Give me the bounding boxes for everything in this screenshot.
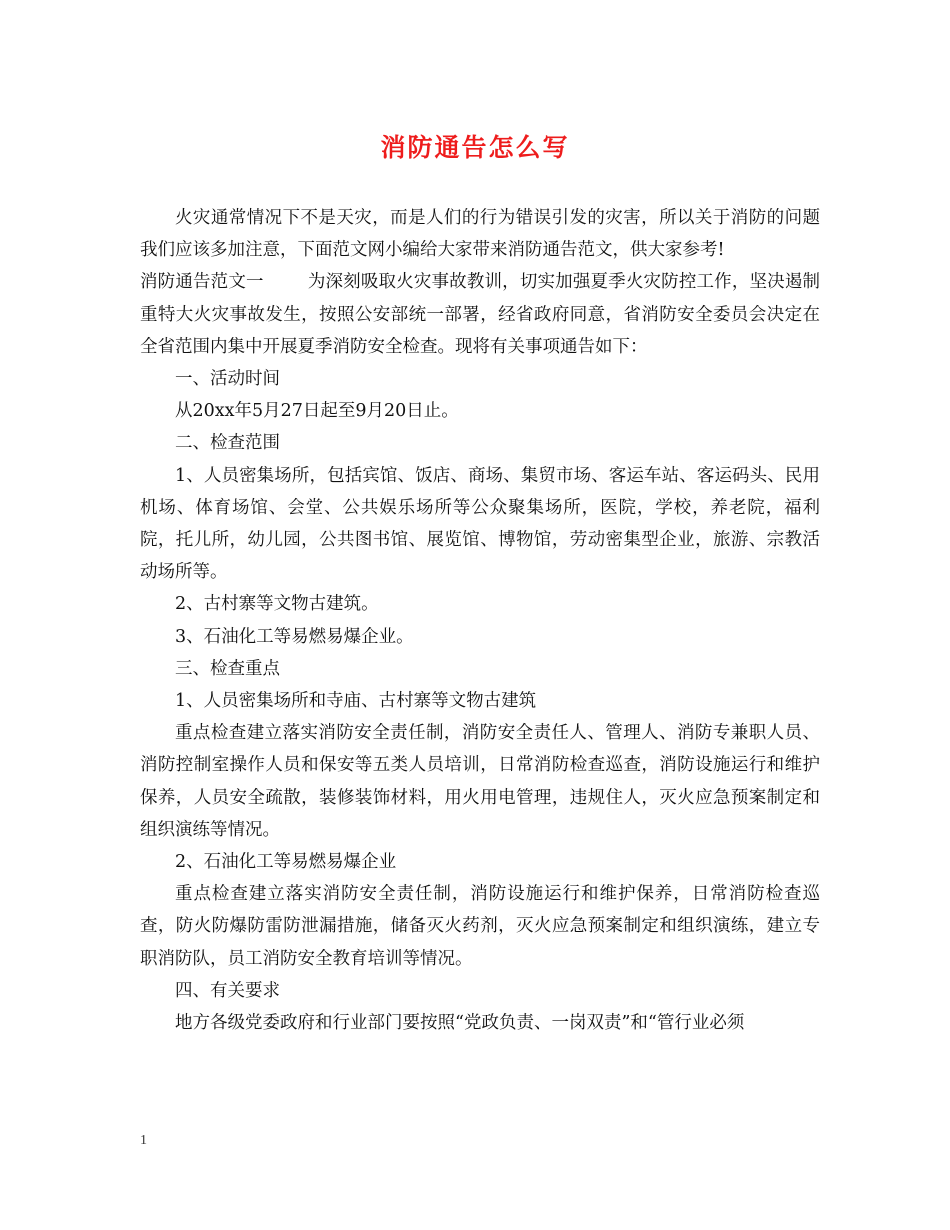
document-title: 消防通告怎么写 [380,133,570,162]
section4-heading: 四、有关要求 [175,980,280,1001]
section1-text: 从20xx年5月27日起至9月20日止。 [175,401,459,422]
section3-sub1-heading: 1、人员密集场所和寺庙、古村寨等文物古建筑 [175,691,537,712]
section4-text: 地方各级党委政府和行业部门要按照“党政负责、一岗双责”和“管行业必须 [175,1013,745,1034]
section3-sub2-text: 重点检查建立落实消防安全责任制，消防设施运行和维护保养，日常消防检查巡查，防火防爆防雷防泄漏措施，储备灭火药剂，灭火应急预案制定和组织演练，建立专职消防队，员工消防安全教育培训等情况。 [140,884,820,969]
section2-heading: 二、检查范围 [175,433,280,454]
document-body [140,202,820,1039]
sample-label: 消防通告范文一 [140,272,264,293]
section3-sub2-heading: 2、石油化工等易燃易爆企业 [175,852,397,873]
intro-paragraph: 火灾通常情况下不是天灾，而是人们的行为错误引发的灾害，所以关于消防的问题我们应该多加注意，下面范文网小编给大家带来消防通告范文，供大家参考! [140,208,820,261]
section2-item2: 2、古村寨等文物古建筑。 [175,594,379,615]
sample-paragraph [140,266,820,363]
section2-item3: 3、石油化工等易燃易爆企业。 [175,626,414,647]
sample-text: 为深刻吸取火灾事故教训，切实加强夏季火灾防控工作，坚决遏制重特大火灾事故发生，按照公安部统一部署，经省政府同意，省消防安全委员会决定在全省范围内集中开展夏季消防安全检查。现将有关事项通告如下： [140,272,821,357]
page-number: 1 [140,1133,147,1148]
section1-heading: 一、活动时间 [175,369,280,390]
section3-heading: 三、检查重点 [175,658,280,679]
section2-item1: 1、人员密集场所，包括宾馆、饭店、商场、集贸市场、客运车站、客运码头、民用机场、体育场馆、会堂、公共娱乐场所等公众聚集场所，医院，学校，养老院，福利院，托儿所，幼儿园，公共图书馆、展览馆、博物馆，劳动密集型企业，旅游、宗教活动场所等。 [140,465,820,583]
section3-sub1-text: 重点检查建立落实消防安全责任制，消防安全责任人、管理人、消防专兼职人员、消防控制室操作人员和保安等五类人员培训，日常消防检查巡查，消防设施运行和维护保养，人员安全疏散，装修装饰材料，用火用电管理，违规住人，灭火应急预案制定和组织演练等情况。 [140,723,820,840]
